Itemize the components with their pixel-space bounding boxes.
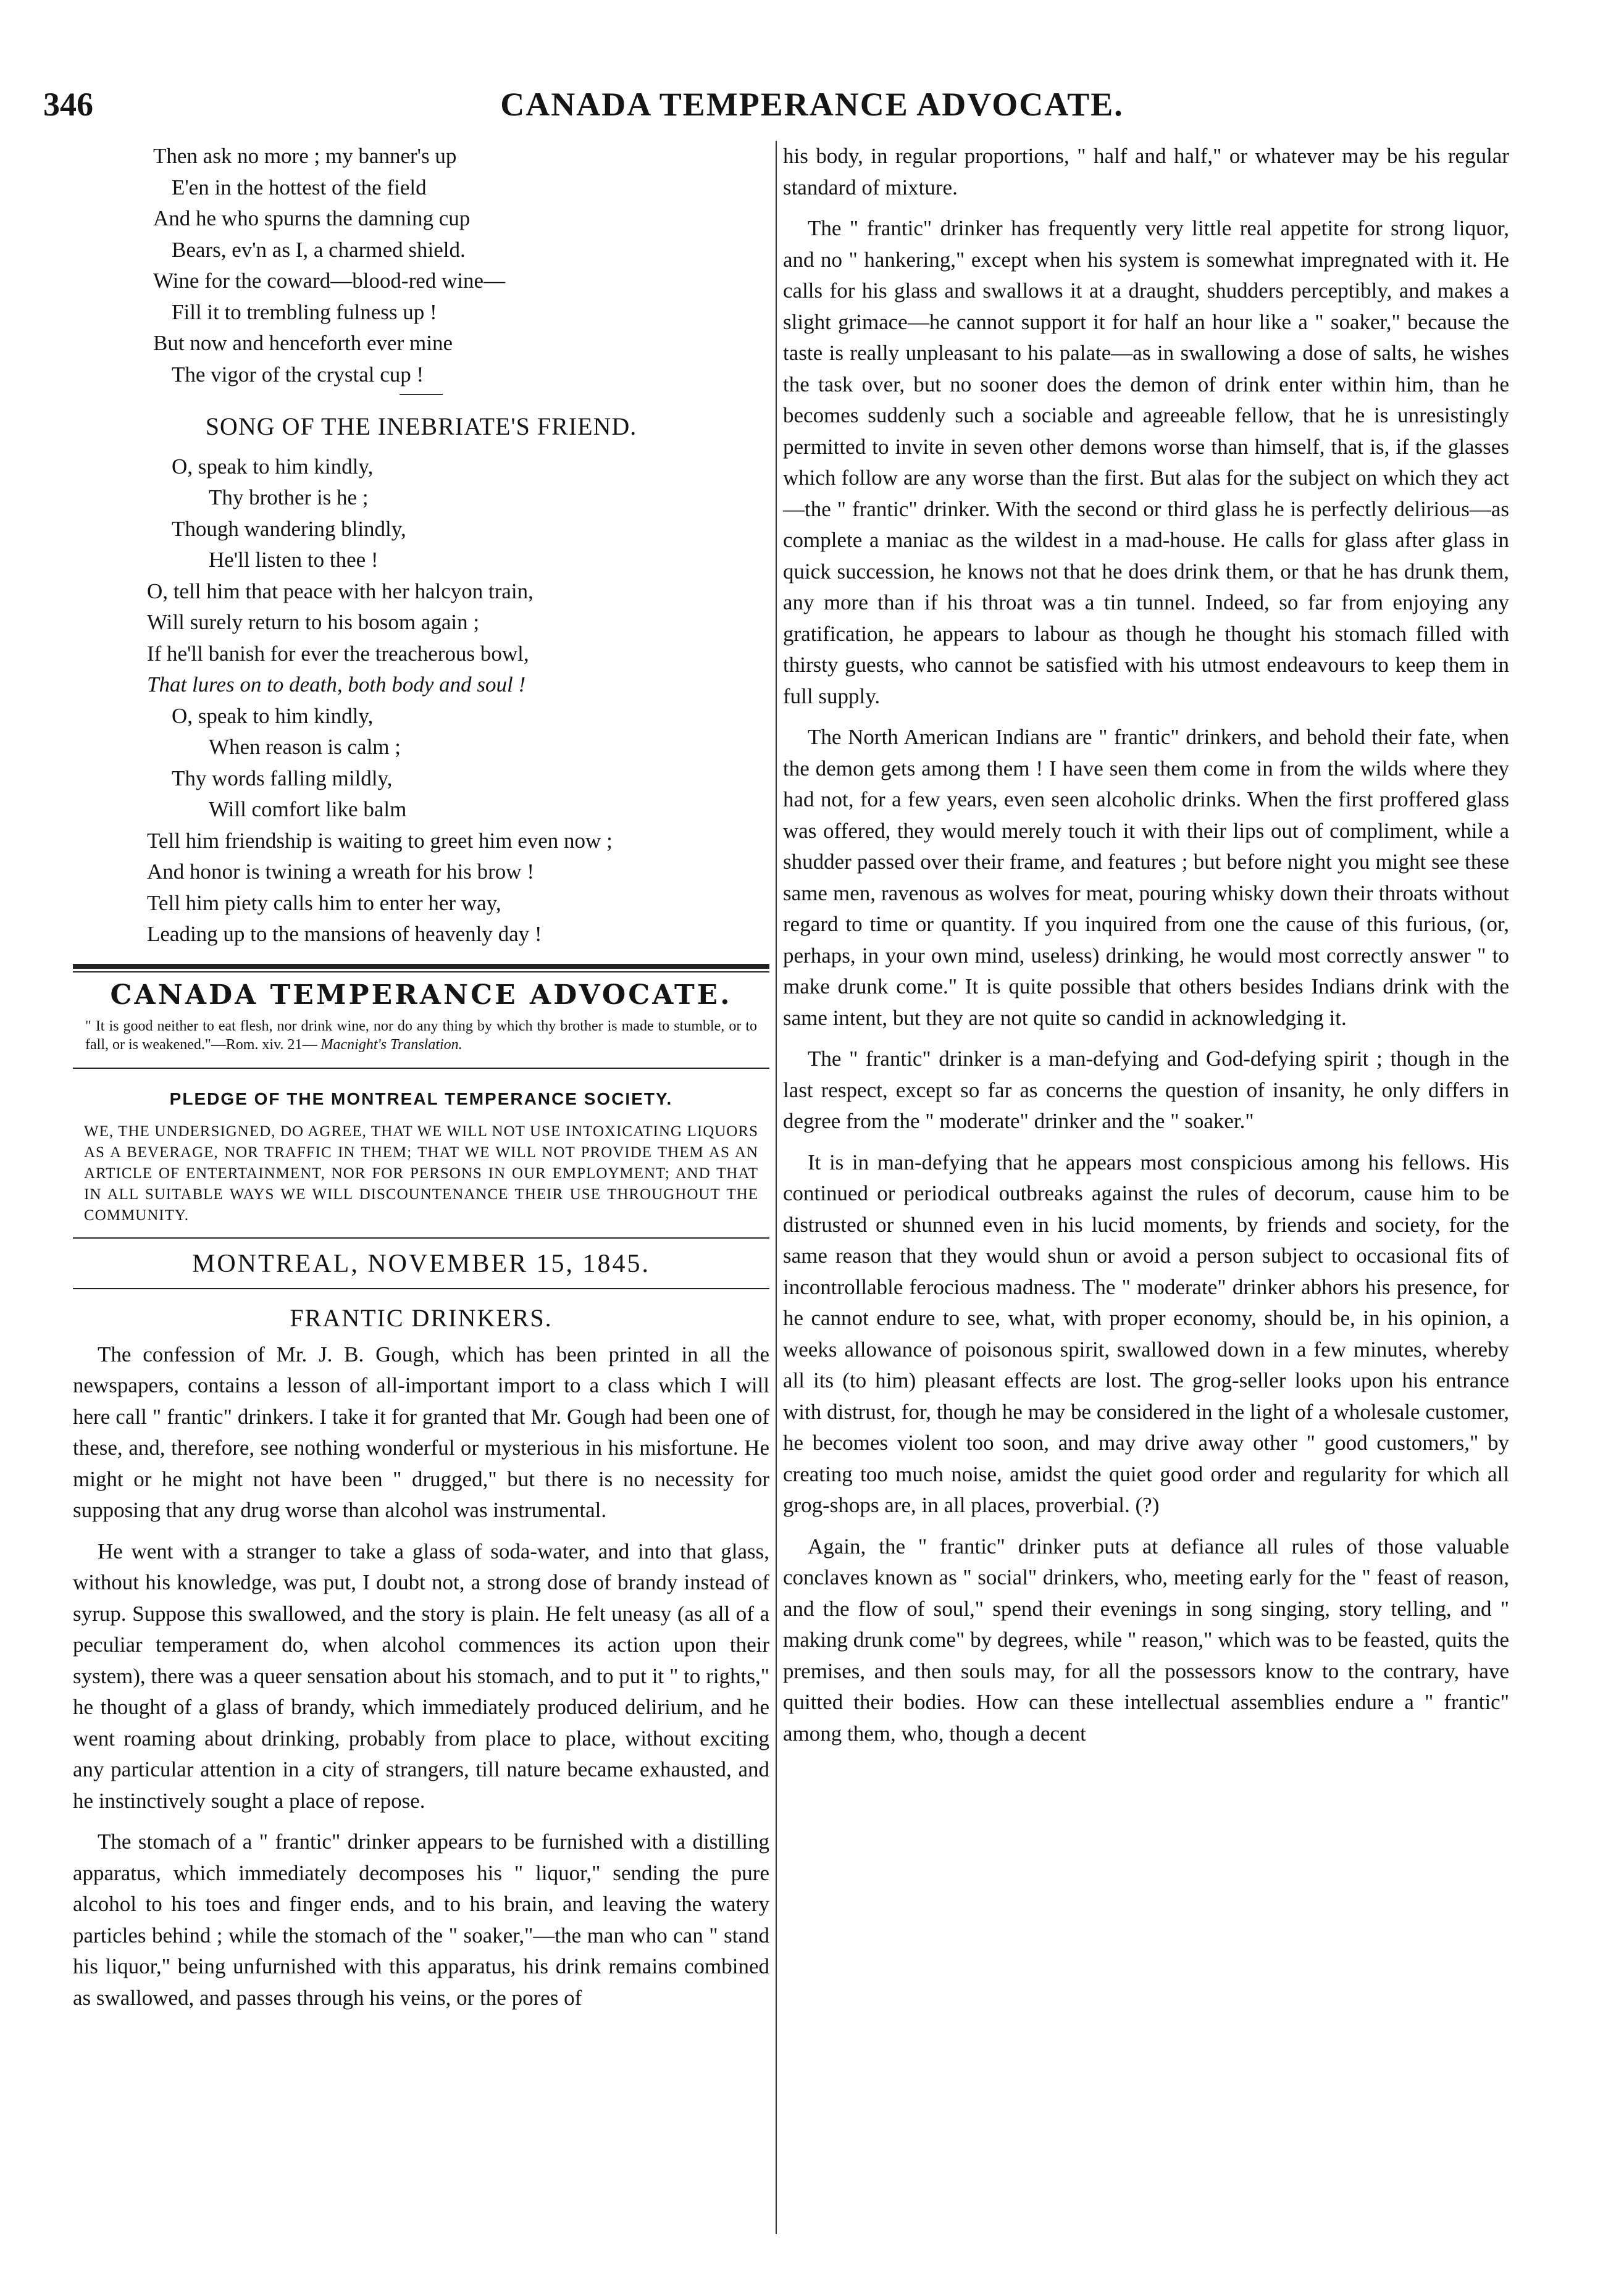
article-paragraph: He went with a stranger to take a glass of soda-water, and into that glass, without his knowledge, was put, I doubt not, a strong dose of brandy instead of syrup. Suppose this swallowed, and the story is plain. He felt uneasy (as all of a peculiar temperament do, when alcohol commences its action upon their system), there was a queer sensation about his stomach, and to put it " to rights," he thought of a glass of brandy, which immediately produced delirium, and he went roaming about drinking, probably from place to place, without exciting any particular attention in a city of strangers, till nature became exhausted, and he instinctively sought a place of repose. [73, 1539, 769, 1813]
thin-rule [73, 971, 769, 972]
running-head: CANADA TEMPERANCE ADVOCATE. [500, 86, 1124, 123]
motto-text: " It is good neither to eat flesh, nor drink wine, nor do any thing by which thy brother is made to stumble, or to fall, or is weakened."—Rom. xiv. 21— [85, 1018, 757, 1053]
masthead: CANADA TEMPERANCE ADVOCATE. [110, 979, 732, 1011]
song-verses [73, 451, 769, 950]
verse-line: Thy words falling mildly, [172, 766, 393, 790]
article-paragraph: The stomach of a " frantic" drinker appears to be furnished with a distilling apparatus, which immediately decomposes his " liquor," sending the pure alcohol to his toes and finger ends, and to his brain, and leaving the watery particles behind ; while the stomach of the " soaker,"—the man who can " stand his liquor," being unfurnished with this apparatus, his drink remains combined as swallowed, and passes through his veins, or the pores of [73, 1830, 769, 2010]
article-title: FRANTIC DRINKERS. [290, 1304, 553, 1332]
verse-line: If he'll banish for ever the treacherous bowl, [147, 641, 529, 666]
verse-line: The vigor of the crystal cup ! [172, 362, 424, 387]
verse-line: Leading up to the mansions of heavenly day ! [147, 922, 542, 946]
right-column [783, 141, 1509, 1759]
verse-line: When reason is calm ; [209, 735, 401, 759]
verse-line: Bears, ev'n as I, a charmed shield. [172, 237, 466, 262]
verse-line: O, tell him that peace with her halcyon train, [147, 579, 534, 603]
verse-line: That lures on to death, both body and soul ! [147, 672, 526, 696]
verse-line: Will surely return to his bosom again ; [147, 610, 480, 634]
article-paragraph: The confession of Mr. J. B. Gough, which has been printed in all the newspapers, contains a lesson of all-important import to a class which I will here call " frantic" drinkers. I take it for granted that Mr. Gough had been one of these, and, therefore, see nothing wonderful or mysterious in his misfortune. He might or he might not have been " drugged," but there is no necessity for supposing that any drug worse than alcohol was instrumental. [73, 1342, 769, 1522]
verse-line: Fill it to trembling fulness up ! [172, 299, 437, 324]
motto [73, 1017, 769, 1054]
pledge-text: WE, THE UNDERSIGNED, DO AGREE, THAT WE WILL NOT USE INTOXICATING LIQUORS AS A BEVERAGE, NOR TRAFFIC IN THEM; THAT WE WILL NOT PROVIDE THEM AS AN ARTICLE OF ENTERTAINMENT, NOR FOR PERSONS IN OUR EMPLOYMENT; AND THAT IN ALL SUITABLE WAYS WE WILL DISCOUNTENANCE THEIR USE THROUGHOUT THE COMMUNITY. [84, 1123, 758, 1224]
verse-line: But now and henceforth ever mine [153, 331, 453, 355]
verse-line: Thy brother is he ; [209, 485, 369, 509]
motto-source: Macnight's Translation. [320, 1037, 463, 1053]
divider [400, 394, 443, 395]
verse-line: E'en in the hottest of the field [172, 175, 427, 199]
verse-line: Tell him piety calls him to enter her way, [147, 890, 501, 915]
verse-line: Then ask no more ; my banner's up [153, 144, 457, 168]
verse-line: O, speak to him kindly, [172, 454, 374, 479]
song-title: SONG OF THE INEBRIATE'S FRIEND. [205, 412, 637, 440]
heavy-rule [73, 964, 769, 969]
article-paragraph: his body, in regular proportions, " half and half," or whatever may be his regular standard of mixture. [783, 144, 1509, 199]
verse-line: Will comfort like balm [209, 797, 407, 821]
pledge-title: PLEDGE OF THE MONTREAL TEMPERANCE SOCIETY. [169, 1089, 673, 1108]
page-number: 346 [43, 86, 93, 123]
left-column [73, 141, 769, 2023]
column-divider [776, 141, 777, 2234]
article-paragraph: The " frantic" drinker is a man-defying and God-defying spirit ; though in the last respect, except so far as concerns the question of insanity, he only differs in degree from the " moderate" drinker and the " soaker." [783, 1047, 1509, 1133]
thin-rule [73, 1068, 769, 1069]
verse-line: Wine for the coward—blood-red wine— [153, 269, 506, 293]
article-paragraph: It is in man-defying that he appears most conspicious among his fellows. His continued or periodical outbreaks against the rules of decorum, cause him to be distrusted or shunned even in his lucid moments, by friends and society, for the same reason that they would shun or avoid a person subject to occasional fits of incontrollable ferocious madness. The " moderate" drinker abhors his presence, for he cannot endure to see, what, with proper economy, should be, in his opinion, a weeks allowance of poisonous spirit, swallowed down in a few minutes, whereby all its (to him) pleasant effects are lost. The grog-seller looks upon his entrance with distrust, for, though he may be considered in the light of a wholesale customer, he becomes violent too soon, and may drive away other " good customers," by creating too much noise, amidst the quiet good order and regularity for which all grog-shops are, in all places, proverbial. (?) [783, 1150, 1509, 1517]
article-paragraph: The " frantic" drinker has frequently very little real appetite for strong liquor, and no " hankering," except when his system is somewhat impregnated with it. He calls for his glass and swallows it at a draught, shudders perceptibly, and makes a slight grimace—he cannot support it for half an hour like a " soaker," because the taste is really unpleasant to his palate—as in swallowing a dose of salts, he wishes the task over, but no sooner does the demon of drink enter within him, than he becomes suddenly such a sociable and agreeable fellow, that he is unresistingly permitted to invite in seven other demons worse than himself, that is, if the glasses which follow are any worse than the first. But alas for the subject on which they act—the " frantic" drinker. With the second or third glass he is perfectly delirious—as complete a maniac as the wildest in a mad-house. He calls for glass after glass in quick succession, he knows not that he does drink them, or that he has drunk them, any more than if his throat was a tin tunnel. Indeed, so far from enjoying any gratification, he appears to labour as though he thought his stomach filled with thirsty guests, who cannot be satisfied with his utmost endeavours to keep them in full supply. [783, 216, 1509, 708]
poem-top [73, 141, 769, 390]
thin-rule [73, 1237, 769, 1239]
verse-line: And honor is twining a wreath for his brow ! [147, 859, 534, 884]
verse-line: Though wandering blindly, [172, 516, 406, 541]
verse-line: O, speak to him kindly, [172, 703, 374, 728]
verse-line: Tell him friendship is waiting to greet him even now ; [147, 828, 613, 853]
thin-rule [73, 1288, 769, 1289]
article-paragraph: The North American Indians are " frantic" drinkers, and behold their fate, when the demon gets among them ! I have seen them come in from the wilds where they had not, for a few years, even seen alcoholic drinks. When the first proffered glass was offered, they would merely touch it with their lips out of compliment, while a shudder passed over their frame, and features ; but before night you might see these same men, ravenous as wolves for meat, pouring whisky down their throats without regard to time or quantity. If you inquired from one the cause of this furious, (or, perhaps, in your own mind, useless) drinking, he would most correctly answer " to make drunk come." It is quite possible that others besides Indians drink with the same intent, but they are not quite so candid in acknowledging it. [783, 725, 1509, 1030]
article-paragraph: Again, the " frantic" drinker puts at defiance all rules of those valuable conclaves known as " social" drinkers, who, meeting early for the " feast of reason, and the flow of soul," spend their evenings in song singing, story telling, and " making drunk come" by degrees, while " reason," which was to be feasted, quits the premises, and then souls may, for all the possessors know to the contrary, have quitted their bodies. How can these intellectual assemblies endure a " frantic" among them, who, though a decent [783, 1534, 1509, 1746]
dateline: MONTREAL, NOVEMBER 15, 1845. [192, 1249, 650, 1278]
verse-line: He'll listen to thee ! [209, 548, 379, 572]
verse-line: And he who spurns the damning cup [153, 206, 471, 230]
